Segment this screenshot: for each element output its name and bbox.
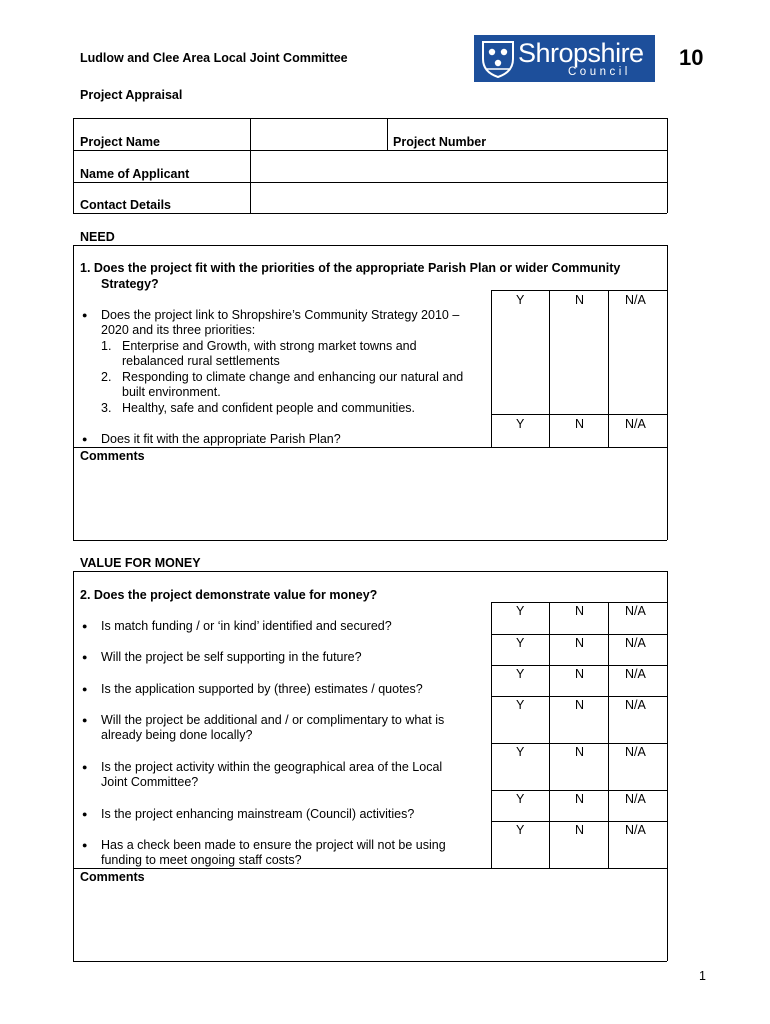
- answer-y[interactable]: Y: [516, 636, 525, 650]
- answer-na[interactable]: N/A: [625, 636, 646, 650]
- bullet-icon: ●: [82, 762, 88, 772]
- answer-y[interactable]: Y: [516, 698, 525, 712]
- project-name-field[interactable]: [252, 120, 385, 148]
- bullet-icon: ●: [82, 684, 88, 694]
- parish-plan-question: Does it fit with the appropriate Parish Plan?: [101, 432, 341, 446]
- answer-y[interactable]: Y: [516, 792, 525, 806]
- priority-text: Healthy, safe and confident people and communities.: [122, 401, 416, 415]
- answer-n[interactable]: N: [575, 823, 585, 837]
- applicant-label: Name of Applicant: [80, 167, 190, 181]
- value-item-cont: already being done locally?: [101, 728, 253, 742]
- bullet-icon: ●: [82, 652, 88, 662]
- answer-n[interactable]: N: [575, 698, 585, 712]
- need-comments-label: Comments: [80, 449, 145, 463]
- value-comments-field[interactable]: [75, 887, 665, 959]
- bullet-icon: ●: [82, 434, 88, 444]
- answer-n[interactable]: N: [575, 604, 585, 618]
- shropshire-council-logo: [474, 35, 655, 82]
- strategy-question-cont: 2020 and its three priorities:: [101, 323, 256, 337]
- priority-text: rebalanced rural settlements: [122, 354, 280, 368]
- answer-na[interactable]: N/A: [625, 792, 646, 806]
- contact-details-label: Contact Details: [80, 198, 171, 212]
- bullet-icon: ●: [82, 840, 88, 850]
- page-number: 1: [699, 969, 706, 983]
- answer-na[interactable]: N/A: [625, 667, 646, 681]
- project-number-label: Project Number: [393, 135, 487, 149]
- answer-y[interactable]: Y: [516, 417, 525, 431]
- strategy-question: Does the project link to Shropshire’s Community Strategy 2010 –: [101, 308, 460, 322]
- answer-n[interactable]: N: [575, 293, 585, 307]
- answer-na[interactable]: N/A: [625, 745, 646, 759]
- bullet-icon: ●: [82, 809, 88, 819]
- answer-y[interactable]: Y: [516, 604, 525, 618]
- value-item: Will the project be additional and / or complimentary to what is: [101, 713, 445, 727]
- value-item: Is the application supported by (three) estimates / quotes?: [101, 682, 423, 696]
- applicant-field[interactable]: [252, 152, 665, 180]
- bullet-icon: ●: [82, 310, 88, 320]
- answer-na[interactable]: N/A: [625, 417, 646, 431]
- priority-number: 2.: [101, 370, 112, 384]
- need-question: 1. Does the project fit with the priorities of the appropriate Parish Plan or wider Community: [80, 261, 621, 275]
- contact-details-field[interactable]: [252, 184, 665, 212]
- logo-subtitle: Council: [568, 66, 631, 78]
- need-question-cont: Strategy?: [101, 277, 159, 291]
- page-badge: 10: [679, 45, 704, 70]
- answer-n[interactable]: N: [575, 745, 585, 759]
- value-item: Is the project activity within the geographical area of the Local: [101, 760, 443, 774]
- priority-number: 3.: [101, 401, 112, 415]
- answer-n[interactable]: N: [575, 792, 585, 806]
- value-comments-label: Comments: [80, 870, 145, 884]
- answer-n[interactable]: N: [575, 667, 585, 681]
- answer-y[interactable]: Y: [516, 667, 525, 681]
- project-name-label: Project Name: [80, 135, 160, 149]
- priority-text: Enterprise and Growth, with strong market towns and: [122, 339, 417, 353]
- priority-text: built environment.: [122, 385, 221, 399]
- value-item-cont: funding to meet ongoing staff costs?: [101, 853, 302, 867]
- priority-text: Responding to climate change and enhancing our natural and: [122, 370, 464, 384]
- need-heading: NEED: [80, 230, 115, 244]
- answer-na[interactable]: N/A: [625, 698, 646, 712]
- committee-name: Ludlow and Clee Area Local Joint Committee: [80, 51, 348, 65]
- need-comments-field[interactable]: [75, 466, 665, 538]
- answer-n[interactable]: N: [575, 417, 585, 431]
- answer-y[interactable]: Y: [516, 293, 525, 307]
- value-item: Will the project be self supporting in the future?: [101, 650, 362, 664]
- bullet-icon: ●: [82, 621, 88, 631]
- value-question: 2. Does the project demonstrate value for money?: [80, 588, 378, 602]
- answer-na[interactable]: N/A: [625, 604, 646, 618]
- answer-y[interactable]: Y: [516, 745, 525, 759]
- document-title: Project Appraisal: [80, 88, 183, 102]
- value-item: Is the project enhancing mainstream (Council) activities?: [101, 807, 415, 821]
- value-item: Is match funding / or ‘in kind’ identified and secured?: [101, 619, 392, 633]
- answer-na[interactable]: N/A: [625, 823, 646, 837]
- value-item-cont: Joint Committee?: [101, 775, 199, 789]
- bullet-icon: ●: [82, 715, 88, 725]
- value-heading: VALUE FOR MONEY: [80, 556, 201, 570]
- value-item: Has a check been made to ensure the project will not be using: [101, 838, 446, 852]
- crest-icon: [480, 39, 516, 79]
- answer-y[interactable]: Y: [516, 823, 525, 837]
- priority-number: 1.: [101, 339, 112, 353]
- answer-n[interactable]: N: [575, 636, 585, 650]
- answer-na[interactable]: N/A: [625, 293, 646, 307]
- logo-wordmark: Shropshire: [518, 38, 644, 68]
